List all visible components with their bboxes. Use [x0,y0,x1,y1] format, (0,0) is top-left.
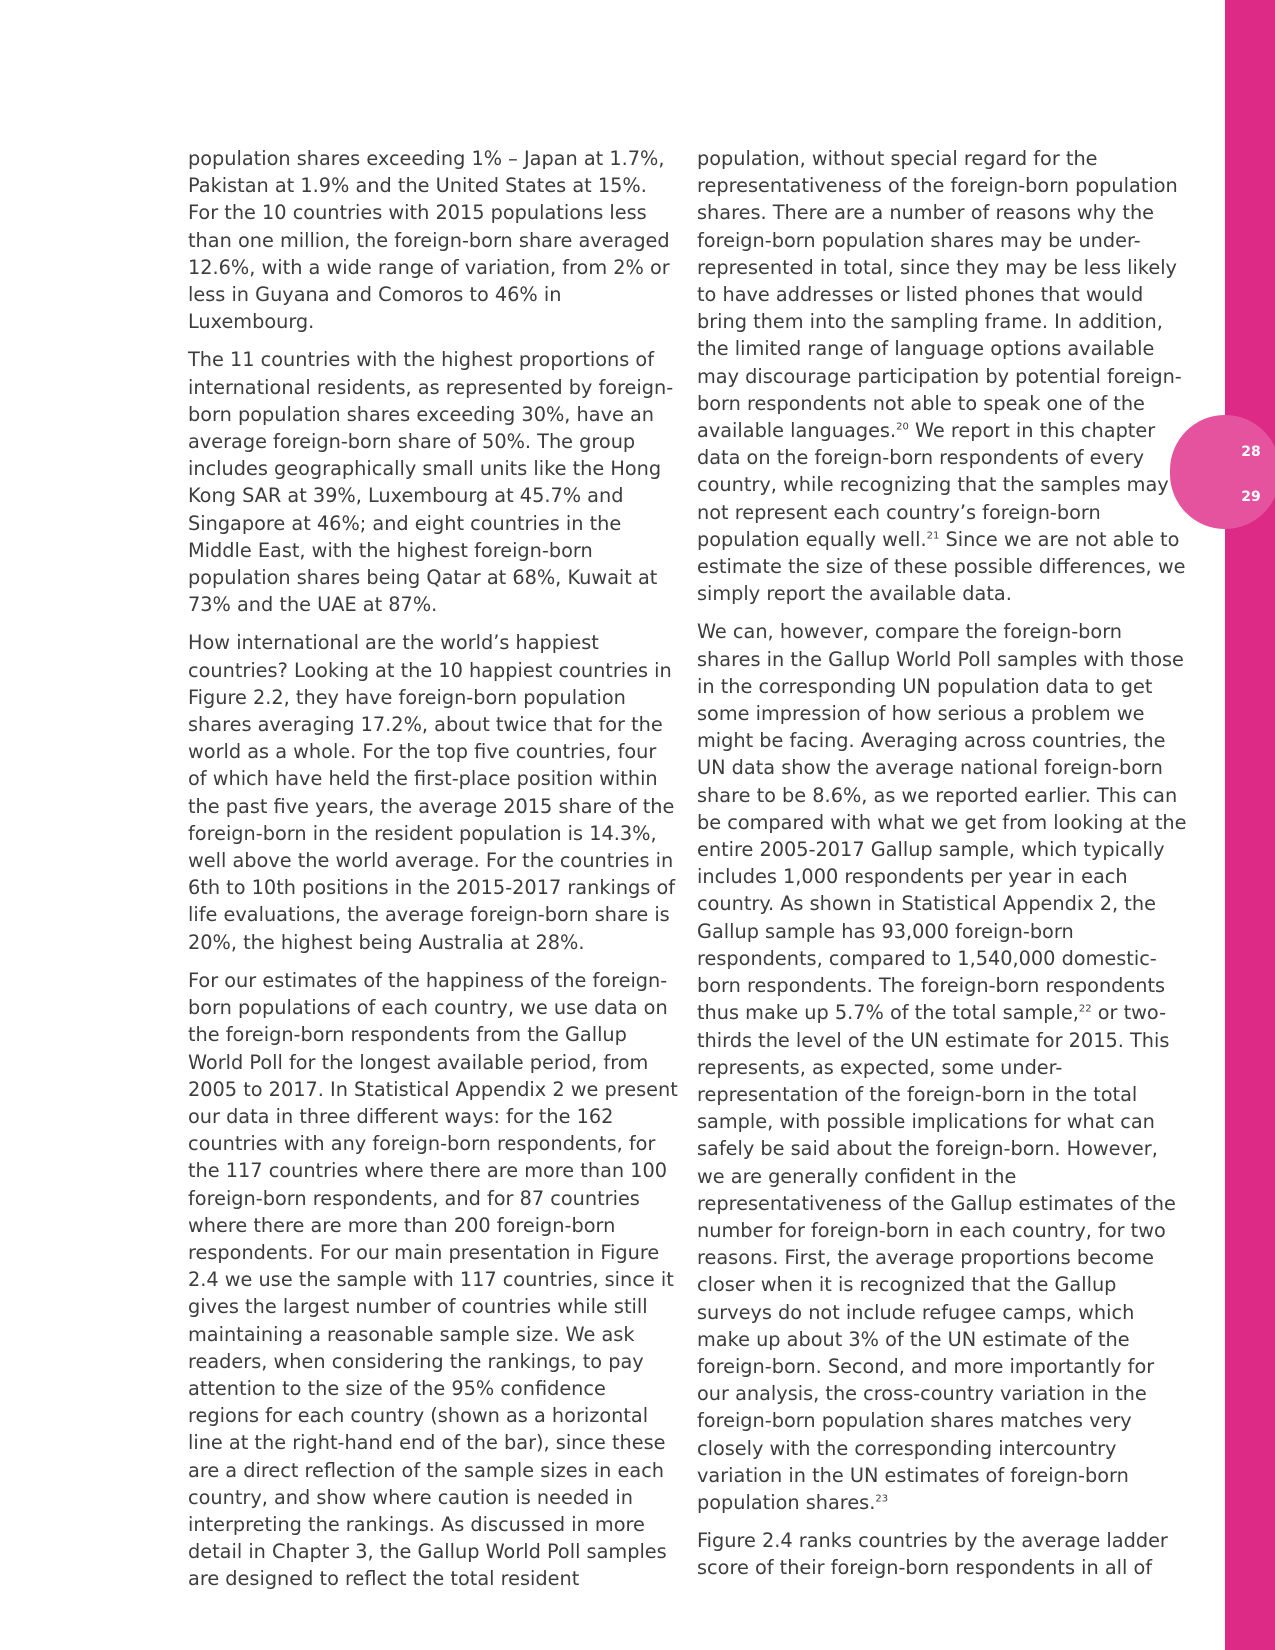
paragraph-text: Since we are not able to estimate the size of these possible differences, we simply report the available data. [697,527,1186,606]
left-text-column [188,145,680,1604]
paragraph: population shares exceeding 1% – Japan at 1.7%, Pakistan at 1.9% and the United States at 15%. For the 10 countries with 2015 populations less than one million, the foreign-born share averaged 12.6%, with a wide range of variation, from 2% or less in Guyana and Comoros to 46% in Luxembourg. [188,147,670,334]
page-number-right: 29 [1241,489,1261,505]
accent-side-band [1225,0,1275,1650]
footnote-ref-23[interactable]: 23 [875,1493,889,1505]
footnote-ref-22[interactable]: 22 [1078,1003,1092,1015]
paragraph [697,618,1189,1516]
paragraph: Figure 2.4 ranks countries by the average ladder score of their foreign-born respondents in all of [697,1529,1168,1580]
paragraph: The 11 countries with the highest proportions of international residents, as represented by foreign-born population shares exceeding 30%, have an average foreign-born share of 50%. The group includes geographically small units like the Hong Kong SAR at 39%, Luxembourg at 45.7% and Singapore at 46%; and eight countries in the Middle East, with the highest foreign-born population shares being Qatar at 68%, Kuwait at 73% and the UAE at 87%. [188,348,674,617]
footnote-ref-20[interactable]: 20 [896,421,909,433]
footnote-ref-21[interactable]: 21 [926,530,940,542]
paragraph-text: population, without special regard for the representativeness of the foreign-born population shares. There are a number of reasons why the foreign-born population shares may be under-represented in total, since they may be less likely to have addresses or listed phones that would bring them into the sampling frame. In addition, the limited range of language options available may discourage participation by potential foreign-born respondents not able to speak one of the available languages. [697,147,1182,443]
paragraph-text: We can, however, compare the foreign-born shares in the Gallup World Poll samples with those in the corresponding UN population data to get some impression of how serious a problem we might be facing. Averaging across countries, the UN data show the average national foreign-born share to be 8.6%, as we reported earlier. This can be compared with what we get from looking at the entire 2005-2017 Gallup sample, which typically includes 1,000 respondents per year in each country. As shown in Statistical Appendix 2, the Gallup sample has 93,000 foreign-born respondents, compared to 1,540,000 domestic-born respondents. The foreign-born respondents thus make up 5.7% of the total sample, [697,620,1187,1025]
paragraph-text: or two-thirds the level of the UN estimate for 2015. This represents, as expected, some under-representation of the foreign-born in the total sample, with possible implications for what can safely be said about the foreign-born. However, we are generally confident in the representativeness of the Gallup estimates of the number for foreign-born in each country, for two reasons. First, the average proportions become closer when it is recognized that the Gallup surveys do not include refugee camps, which make up about 3% of the UN estimate of the foreign-born. Second, and more importantly for our analysis, the cross-country variation in the foreign-born population shares matches very closely with the corresponding intercountry variation in the UN estimates of foreign-born population shares. [697,1001,1176,1514]
paragraph [697,145,1189,607]
page-number-left: 28 [1241,444,1261,460]
paragraph: For our estimates of the happiness of the foreign-born populations of each country, we use data on the foreign-born respondents from the Gallup World Poll for the longest available period, from 2005 to 2017. In Statistical Appendix 2 we present our data in three different ways: for the 162 countries with any foreign-born respondents, for the 117 countries where there are more than 100 foreign-born respondents, and for 87 countries where there are more than 200 foreign-born respondents. For our main presentation in Figure 2.4 we use the sample with 117 countries, since it gives the largest number of countries while still maintaining a reasonable sample size. We ask readers, when considering the rankings, to pay attention to the size of the 95% confidence regions for each country (shown as a horizontal line at the right-hand end of the bar), since these are a direct reflection of the sample sizes in each country, and show where caution is needed in interpreting the rankings. As discussed in more detail in Chapter 3, the Gallup World Poll samples are designed to reflect the total resident [188,968,678,1591]
paragraph: How international are the world’s happiest countries? Looking at the 10 happiest countries in Figure 2.2, they have foreign-born population shares averaging 17.2%, about twice that for the world as a whole. For the top five countries, four of which have held the first-place position within the past five years, the average 2015 share of the foreign-born in the resident population is 14.3%, well above the world average. For the countries in 6th to 10th positions in the 2015-2017 rankings of life evaluations, the average foreign-born share is 20%, the highest being Australia at 28%. [188,631,676,954]
paragraph-text: We report in this chapter data on the foreign-born respondents of every country, while recognizing that the samples may not represent each country’s foreign-born population equally well. [697,419,1169,551]
right-text-column [697,145,1189,1593]
